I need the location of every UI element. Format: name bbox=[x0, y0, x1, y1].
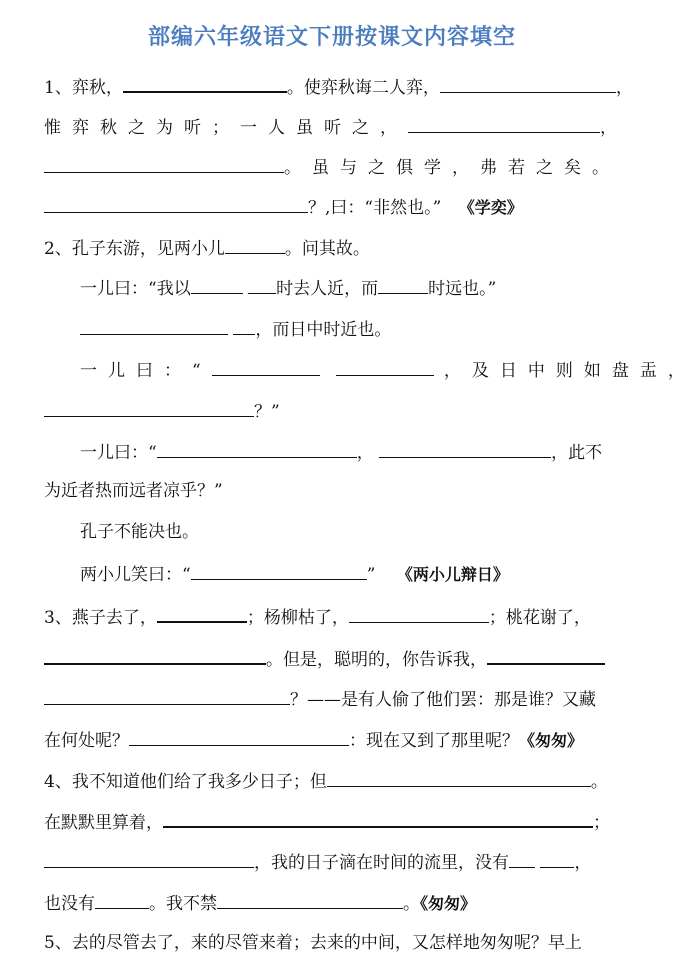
q4-line-3 bbox=[44, 849, 591, 873]
q4-line-1 bbox=[44, 768, 608, 792]
q4-text: 。 bbox=[590, 772, 608, 792]
q4-text: 在默默里算着， bbox=[44, 813, 163, 833]
q2-text: 一儿曰：“ bbox=[80, 443, 157, 463]
q2-text: 一儿曰：“我以 bbox=[80, 279, 191, 299]
fill-blank[interactable] bbox=[191, 275, 243, 294]
q2-line-6 bbox=[80, 439, 602, 463]
fill-blank[interactable] bbox=[336, 357, 434, 376]
q3-line-4 bbox=[44, 727, 583, 751]
q3-line-2 bbox=[44, 645, 605, 669]
q2-text: ” bbox=[366, 565, 376, 585]
q1-line-1 bbox=[44, 73, 633, 97]
source-title: 《匆匆》 bbox=[420, 894, 477, 913]
fill-blank[interactable] bbox=[509, 849, 535, 868]
fill-blank[interactable] bbox=[44, 154, 284, 173]
q2-text: ，及日中则如盘盂， bbox=[443, 361, 696, 381]
q1-text: 。虽与之俱学，弗若之矣。 bbox=[284, 158, 620, 178]
fill-blank[interactable] bbox=[157, 603, 247, 623]
q2-line-9 bbox=[80, 561, 509, 585]
q3-text: ；桃花谢了， bbox=[488, 608, 591, 628]
q1-text: 惟弈秋之为听；一人虽听之， bbox=[44, 118, 408, 138]
q3-text: ？——是有人偷了他们罢：那是谁？又藏 bbox=[290, 690, 596, 710]
q4-text: ； bbox=[593, 813, 610, 833]
q2-text: 。问其故。 bbox=[284, 239, 370, 259]
q3-text: ：现在又到了那里呢？ bbox=[349, 731, 519, 751]
q4-text: 也没有 bbox=[44, 894, 95, 914]
q2-text: 时远也。” bbox=[428, 279, 497, 299]
q5-text: 5、去的尽管去了，来的尽管来着；去来的中间，又怎样地匆匆呢？早上 bbox=[44, 933, 582, 953]
q5-line-1 bbox=[44, 931, 582, 955]
q4-text: 。 bbox=[403, 894, 420, 914]
q2-line-3 bbox=[80, 316, 391, 340]
q3-text: ；杨柳枯了， bbox=[246, 608, 349, 628]
q4-line-2 bbox=[44, 808, 610, 832]
q2-line-5 bbox=[44, 398, 280, 422]
source-title: 《两小儿辩日》 bbox=[396, 565, 509, 584]
fill-blank[interactable] bbox=[248, 275, 276, 294]
fill-blank[interactable] bbox=[95, 890, 149, 909]
fill-blank[interactable] bbox=[225, 235, 285, 254]
q2-text: 2、孔子东游，见两小儿 bbox=[44, 239, 225, 259]
fill-blank[interactable] bbox=[327, 768, 591, 787]
fill-blank[interactable] bbox=[540, 849, 574, 868]
fill-blank[interactable] bbox=[44, 686, 290, 705]
q3-text: 3、燕子去了， bbox=[44, 608, 157, 628]
source-title: 《学奕》 bbox=[458, 198, 523, 217]
q4-text: 。我不禁 bbox=[149, 894, 217, 914]
page-title: 部编六年级语文下册按课文内容填空 bbox=[147, 25, 516, 50]
q2-text: ？” bbox=[254, 402, 280, 422]
q4-line-4 bbox=[44, 890, 476, 914]
q1-line-2 bbox=[44, 114, 617, 138]
fill-blank[interactable] bbox=[129, 727, 349, 746]
q2-line-4 bbox=[80, 357, 696, 381]
fill-blank[interactable] bbox=[123, 73, 287, 93]
q4-text: ，我的日子滴在时间的流里，没有 bbox=[254, 853, 509, 873]
fill-blank[interactable] bbox=[349, 604, 489, 623]
fill-blank[interactable] bbox=[44, 398, 254, 417]
q1-text: ， bbox=[615, 78, 633, 98]
fill-blank[interactable] bbox=[157, 439, 357, 458]
fill-blank[interactable] bbox=[440, 74, 616, 93]
q4-text: ， bbox=[574, 853, 592, 873]
q2-text: 一儿曰：“ bbox=[80, 361, 212, 381]
q2-line-2 bbox=[80, 275, 496, 299]
q2-text: 两小儿笑曰：“ bbox=[80, 565, 191, 585]
q1-line-4 bbox=[44, 194, 523, 218]
fill-blank[interactable] bbox=[408, 114, 600, 133]
fill-blank[interactable] bbox=[191, 561, 367, 580]
fill-blank[interactable] bbox=[80, 316, 228, 335]
q2-text: 时去人近，而 bbox=[276, 279, 379, 299]
fill-blank[interactable] bbox=[44, 194, 308, 213]
q2-line-8 bbox=[80, 520, 199, 544]
q2-text: ，而日中时近也。 bbox=[255, 320, 392, 340]
fill-blank[interactable] bbox=[44, 645, 266, 665]
q1-line-3 bbox=[44, 154, 620, 178]
q2-text: ，此不 bbox=[551, 443, 603, 463]
q3-text: 。但是，聪明的，你告诉我， bbox=[266, 650, 487, 670]
fill-blank[interactable] bbox=[163, 808, 593, 828]
q2-text: 为近者热而远者凉乎？” bbox=[44, 481, 223, 501]
q2-text: ， bbox=[356, 443, 374, 463]
fill-blank[interactable] bbox=[217, 890, 403, 909]
q1-text: 1、弈秋， bbox=[44, 78, 123, 98]
q1-text: 。使弈秋诲二人弈， bbox=[286, 78, 440, 98]
q2-line-1 bbox=[44, 235, 370, 259]
fill-blank[interactable] bbox=[379, 439, 551, 458]
fill-blank[interactable] bbox=[44, 849, 254, 868]
fill-blank[interactable] bbox=[212, 357, 320, 376]
fill-blank[interactable] bbox=[487, 645, 605, 665]
fill-blank[interactable] bbox=[378, 275, 428, 294]
q2-line-7 bbox=[44, 479, 223, 503]
q3-text: 在何处呢？ bbox=[44, 731, 129, 751]
source-title: 《匆匆》 bbox=[519, 731, 584, 750]
q3-line-3 bbox=[44, 686, 596, 710]
fill-blank[interactable] bbox=[233, 316, 255, 335]
q3-line-1 bbox=[44, 603, 591, 627]
q4-text: 4、我不知道他们给了我多少日子；但 bbox=[44, 772, 327, 792]
q1-text: ， bbox=[600, 118, 617, 138]
q2-text: 孔子不能决也。 bbox=[80, 522, 199, 542]
q1-text: ？,曰：“非然也。” bbox=[308, 198, 442, 218]
